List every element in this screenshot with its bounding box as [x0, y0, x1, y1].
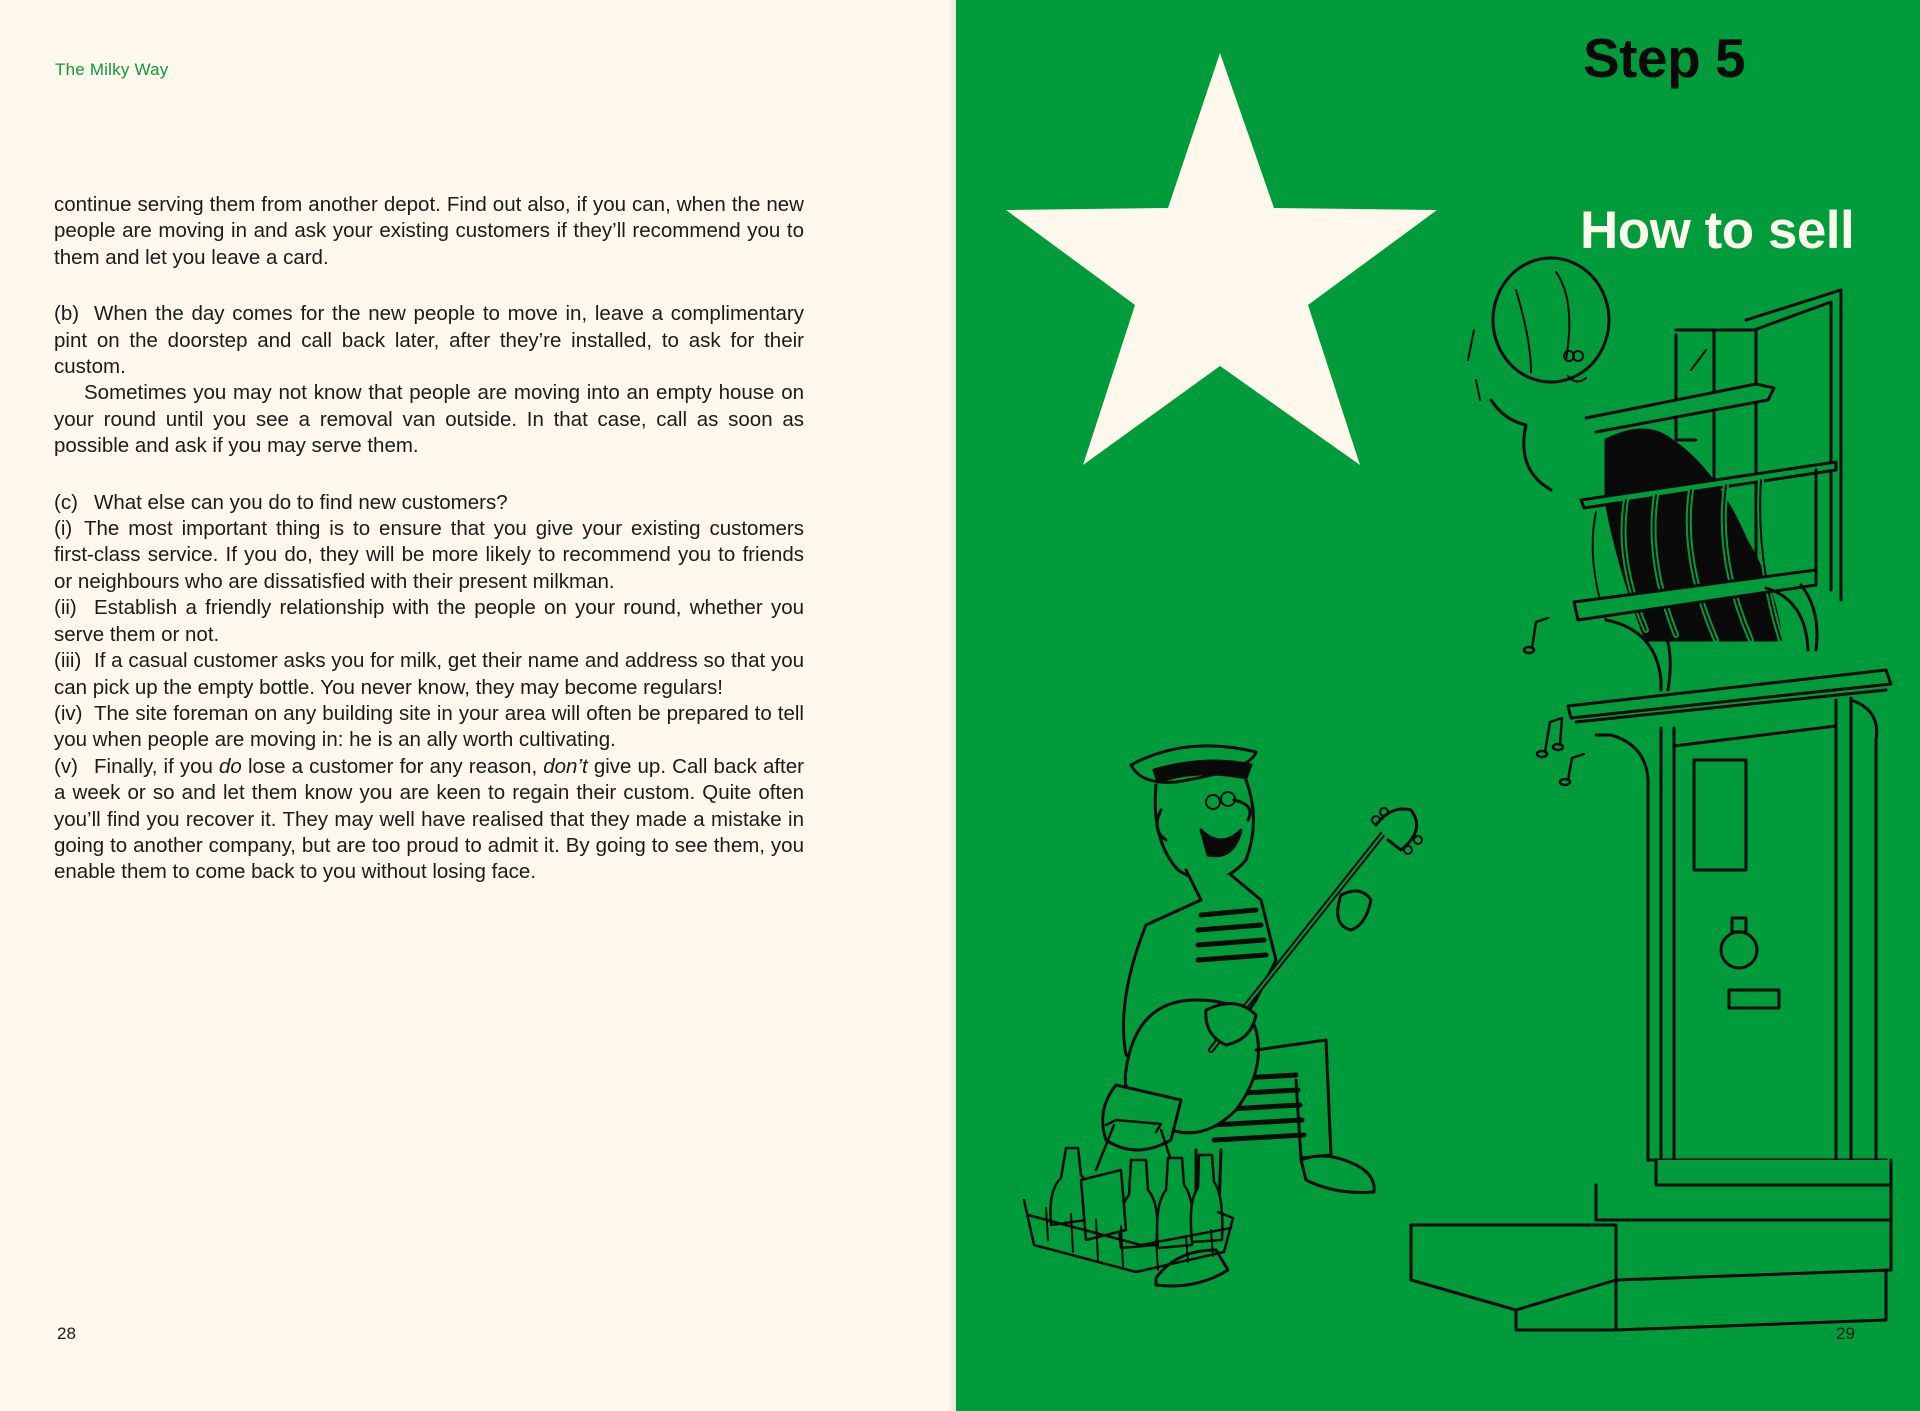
front-door-icon — [1568, 670, 1891, 1160]
paragraph-i — [54, 516, 804, 595]
paragraph-b — [54, 301, 804, 380]
paragraph-iv — [54, 701, 804, 754]
item-text-i: The most important thing is to ensure that you give your existing customers first-class service. If you do, they will be more likely to recommend you to friends or neighbours who are dissatisfied with their present milkman. — [54, 517, 804, 593]
item-text-v-mid: lose a customer for any reason, — [241, 754, 544, 778]
page-number-left: 28 — [57, 1324, 76, 1343]
item-label-i: (i) — [54, 517, 73, 541]
paragraph-v — [54, 754, 804, 886]
item-label-iv: (iv) — [54, 701, 83, 725]
page-number-right: 29 — [1836, 1324, 1855, 1343]
item-label-ii: (ii) — [54, 596, 77, 620]
item-label-iii: (iii) — [54, 649, 82, 673]
emphasis-dont: don’t — [543, 754, 588, 778]
paragraph-ii — [54, 595, 804, 648]
paragraph-c — [54, 490, 804, 516]
item-text-v-post: give up. Call back after a week or so and let them know you are keen to regain their custom. Quite often you’ll find you recover it. They may well have realised that they made a mistake in going to another company, but are too proud to admit it. By going to see them, you enable them to come back to you without losing face. — [54, 754, 804, 884]
item-text-iv: The site foreman on any building site in your area will often be prepared to tell you when people are moving in: he is an ally worth cultivating. — [54, 701, 804, 752]
item-text-iii: If a casual customer asks you for milk, get their name and address so that you can pick up the empty bottle. You never know, they may become regulars! — [54, 649, 804, 699]
item-label-v: (v) — [54, 754, 78, 778]
paragraph-b-continued: Sometimes you may not know that people are moving into an empty house on your round until you see a removal van outside. In that case, call as soon as possible and ask if you may serve them. — [54, 381, 804, 458]
left-page — [0, 0, 956, 1411]
music-notes-icon — [1524, 618, 1584, 785]
item-text-ii: Establish a friendly relationship with the people on your round, whether you serve them or not. — [54, 596, 804, 646]
paragraph-iii — [54, 648, 804, 701]
gutter-shadow — [948, 0, 956, 1411]
right-page — [956, 0, 1920, 1411]
running-head: The Milky Way — [55, 60, 169, 79]
item-label-b: (b) — [54, 302, 80, 326]
step-title: Step 5 — [1583, 27, 1746, 89]
paragraph-continuation: continue serving them from another depot. Find out also, if you can, when the new people are moving in and ask your existing customers if they’ll recommend you to them and let you leave a card. — [54, 193, 804, 269]
body-text — [54, 192, 804, 886]
emphasis-do: do — [219, 754, 242, 778]
woman-at-window-icon — [1468, 258, 1841, 690]
steps-icon — [1411, 1160, 1891, 1330]
item-text-c: What else can you do to find new customers? — [94, 490, 508, 514]
item-text-v-pre: Finally, if you — [94, 754, 220, 778]
section-title: How to sell — [1580, 201, 1855, 260]
item-text-b: When the day comes for the new people to move in, leave a complimentary pint on the doorstep and call back later, after they’re installed, to ask for their custom. — [54, 302, 804, 379]
illustration — [956, 0, 1920, 1411]
item-label-c: (c) — [54, 490, 78, 514]
